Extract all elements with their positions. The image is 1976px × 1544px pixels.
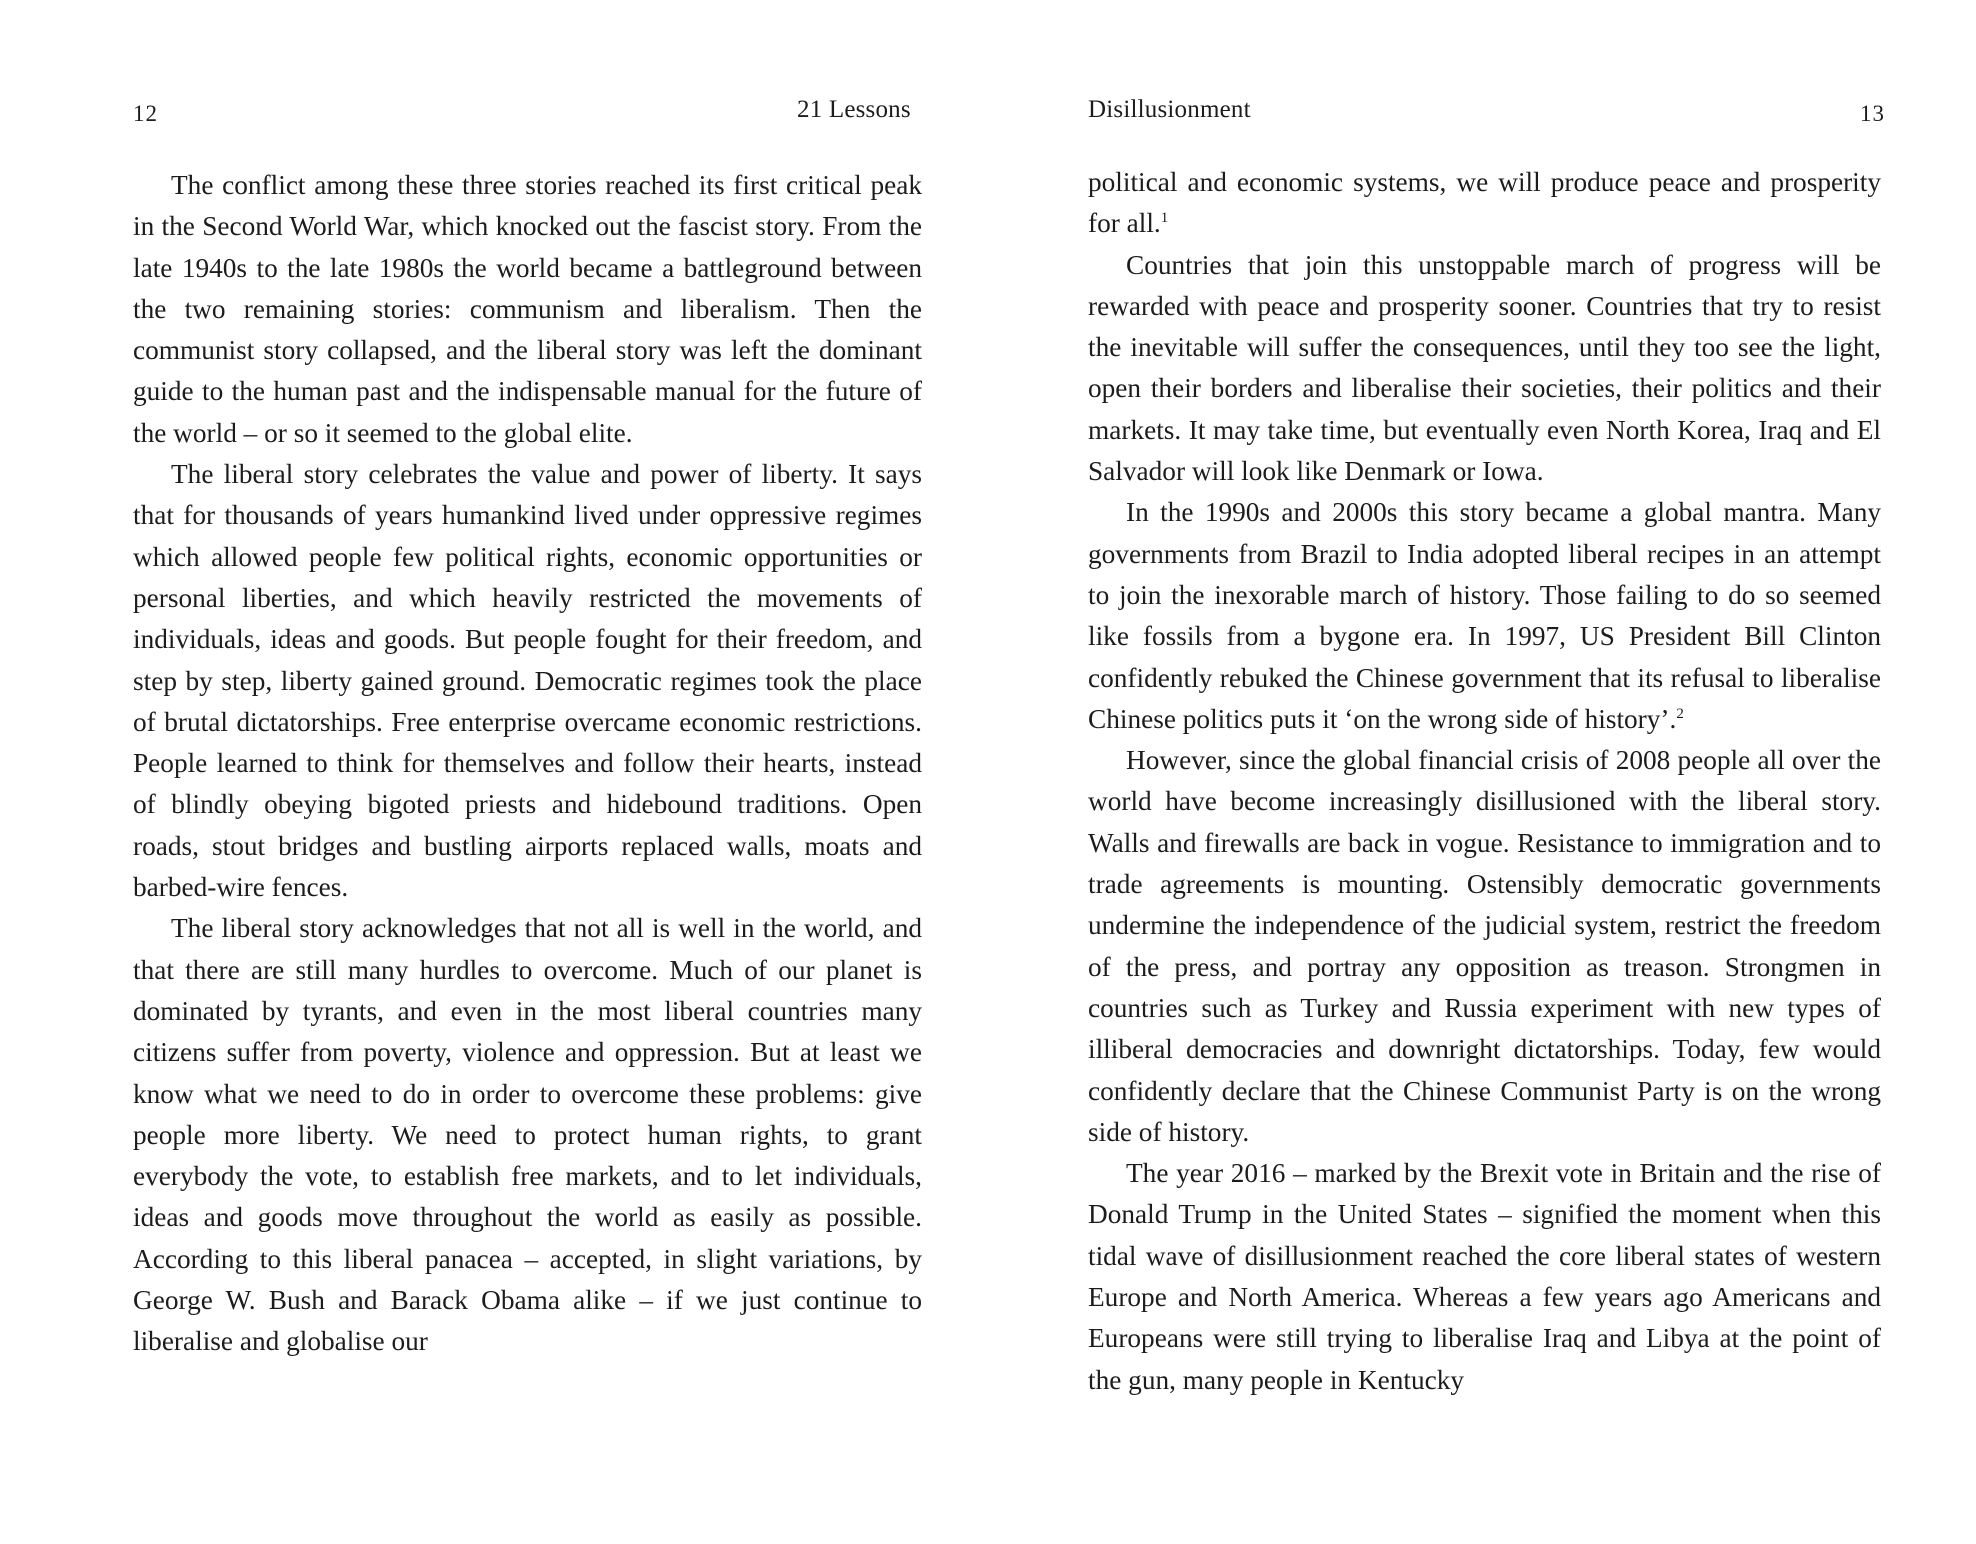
- paragraph: The conflict among these three stories reached its first critical peak in the Second World War, which knocked out the fascist story. From the late 1940s to the late 1980s the world became a battleground between the two remaining stories: communism and liberalism. Then the communist story collapsed, and the liberal story was left the dominant guide to the human past and the indispensable manual for the future of the world – or so it seemed to the global elite.: [133, 170, 922, 448]
- footnote-marker: 1: [1160, 210, 1169, 227]
- page-number: 12: [133, 101, 158, 126]
- paragraph-text: In the 1990s and 2000s this story became a global mantra. Many governments from Brazil to India adopted liberal recipes in an attempt to join the inexorable march of history. Those failing to do so seemed like fossils from a bygone era. In 1997, US President Bill Clinton confidently rebuked the Chinese government that its refusal to liberalise Chinese politics puts it ‘on the wrong side of history’.: [1088, 497, 1881, 734]
- paragraph: [1088, 492, 1881, 740]
- footnote-marker: 2: [1676, 705, 1684, 722]
- paragraph: The liberal story celebrates the value and power of liberty. It says that for thousands of years humankind lived under oppressive regimes which allowed people few political rights, economic opportunities or personal liberties, and which heavily restricted the movements of individuals, ideas and goods. But people fought for their freedom, and step by step, liberty gained ground. Democratic regimes took the place of brutal dictatorships. Free enterprise overcame economic restrictions. People learned to think for themselves and follow their hearts, instead of blindly obeying bigoted priests and hidebound traditions. Open roads, stout bridges and bustling airports replaced walls, moats and barbed-wire fences.: [133, 459, 922, 903]
- paragraph-continued: [1088, 162, 1881, 245]
- paragraph: However, since the global financial crisis of 2008 people all over the world have become increasingly disillusioned with the liberal story. Walls and firewalls are back in vogue. Resistance to immigration and to trade agreements is mounting. Ostensibly democratic governments undermine the independence of the judicial system, restrict the freedom of the press, and portray any opposition as treason. Strongmen in countries such as Turkey and Russia experiment with new types of illiberal democracies and downright dictatorships. Today, few would confidently declare that the Chinese Communist Party is on the wrong side of history.: [1088, 745, 1881, 1147]
- running-head: 21 Lessons: [797, 96, 911, 123]
- body-text: [133, 165, 922, 1363]
- page-number: 13: [1860, 101, 1885, 126]
- paragraph: The liberal story acknowledges that not all is well in the world, and that there are still many hurdles to overcome. Much of our planet is dominated by tyrants, and even in the most liberal countries many citizens suffer from poverty, violence and oppression. But at least we know what we need to do in order to overcome these problems: give people more liberty. We need to protect human rights, to grant everybody the vote, to establish free markets, and to let individuals, ideas and goods move throughout the world as easily as possible. According to this liberal panacea – accepted, in slight variations, by George W. Bush and Barack Obama alike – if we just continue to liberalise and globalise our: [133, 913, 922, 1357]
- running-head: Disillusionment: [1088, 96, 1251, 123]
- body-text: [1088, 162, 1881, 1401]
- paragraph-text: political and economic systems, we will produce peace and prosperity for all.: [1088, 167, 1881, 239]
- paragraph: The year 2016 – marked by the Brexit vote in Britain and the rise of Donald Trump in the United States – signified the moment when this tidal wave of disillusionment reached the core liberal states of western Europe and North America. Whereas a few years ago Americans and Europeans were still trying to liberalise Iraq and Libya at the point of the gun, many people in Kentucky: [1088, 1158, 1881, 1395]
- right-page: [988, 0, 1976, 1544]
- paragraph: Countries that join this unstoppable march of progress will be rewarded with peace and prosperity sooner. Countries that try to resist the inevitable will suffer the consequences, until they too see the light, open their borders and liberalise their societies, their politics and their markets. It may take time, but eventually even North Korea, Iraq and El Salvador will look like Denmark or Iowa.: [1088, 249, 1881, 487]
